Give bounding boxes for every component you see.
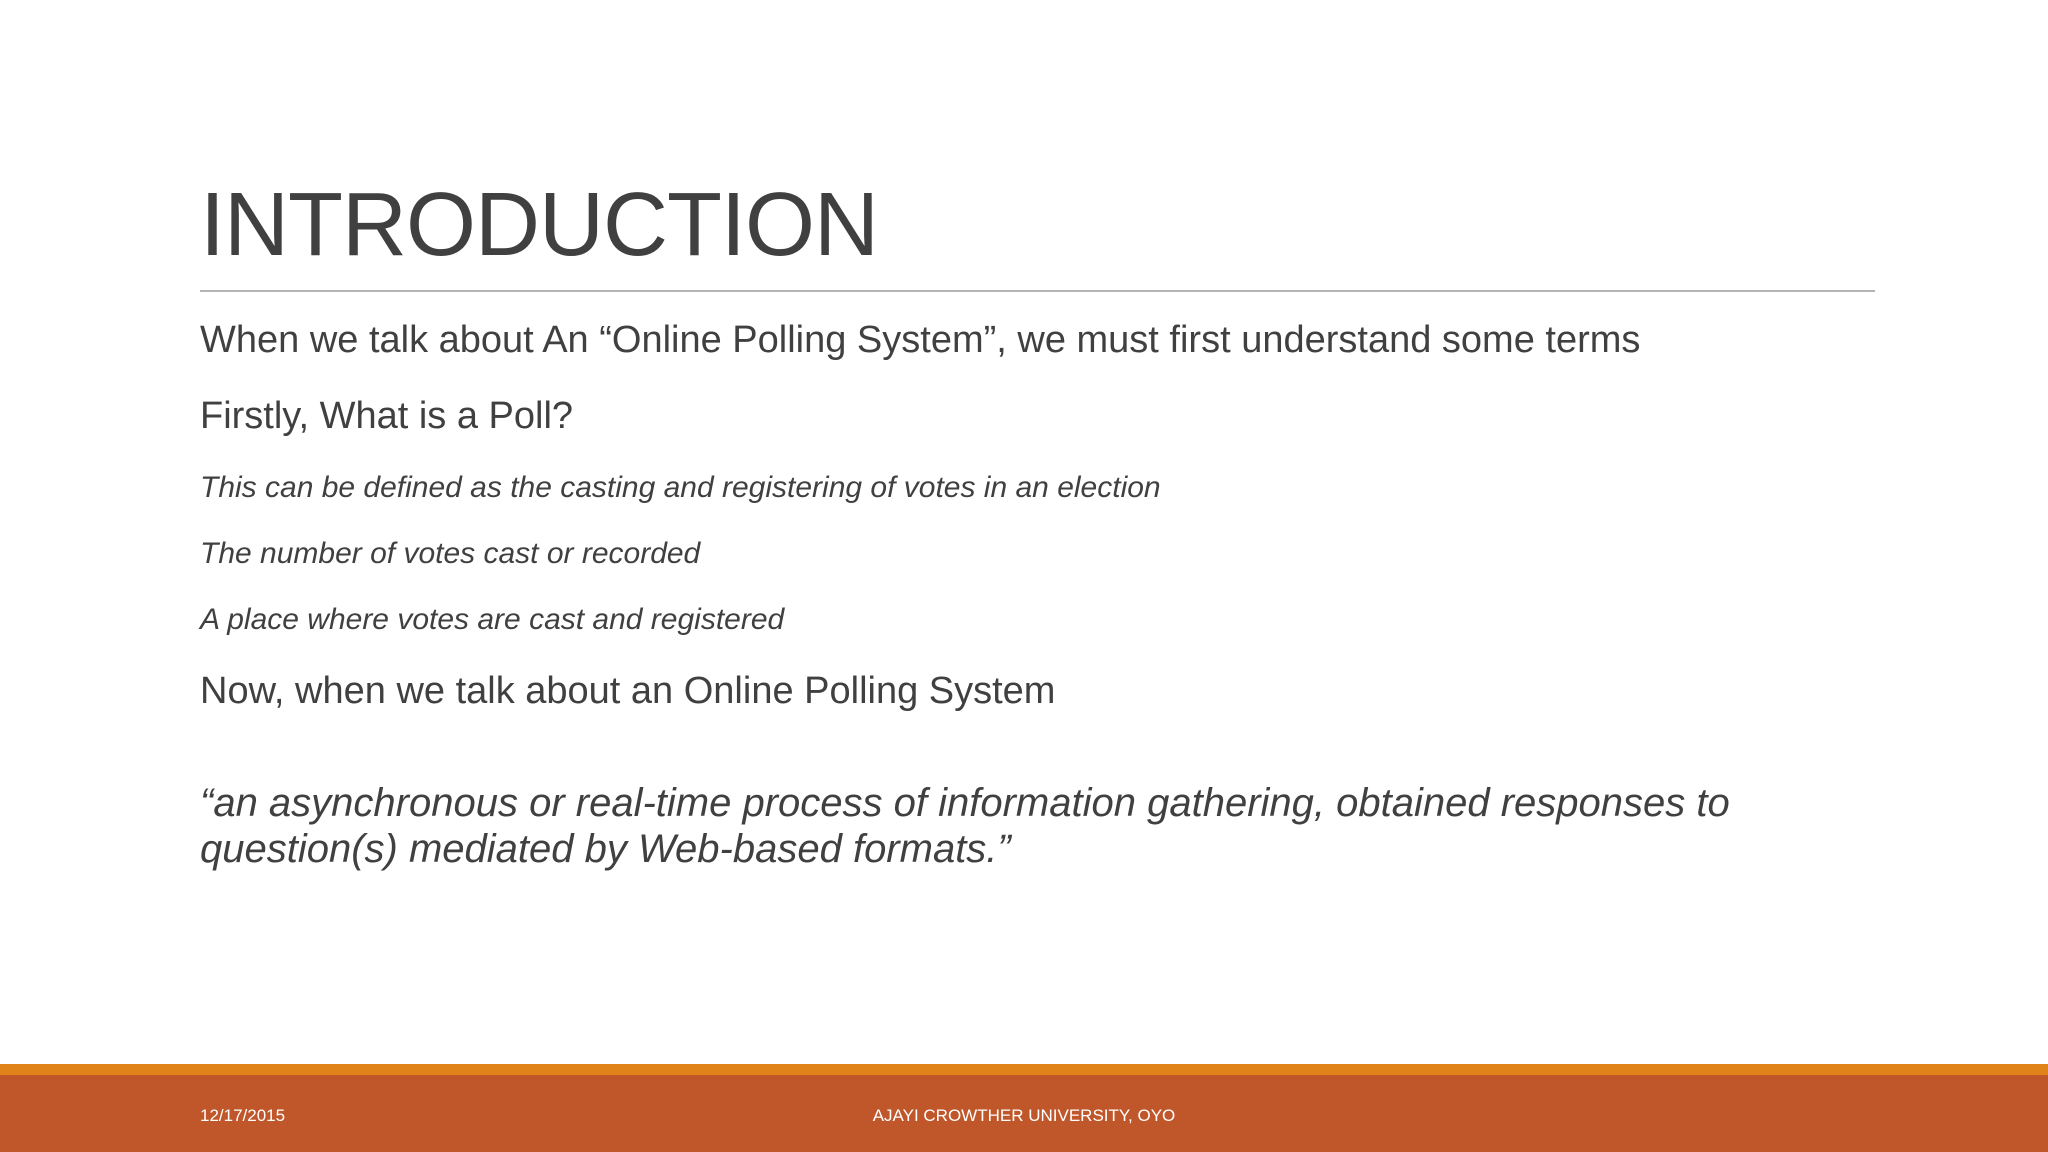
definition-item: A place where votes are cast and registered xyxy=(200,603,785,636)
definition-item: This can be defined as the casting and registering of votes in an election xyxy=(200,471,1161,504)
definition-quote xyxy=(200,780,1875,872)
quote-line: “an asynchronous or real-time process of information gathering, obtained responses to xyxy=(200,781,1730,825)
paragraph-question: Firstly, What is a Poll? xyxy=(200,395,574,437)
title-divider xyxy=(200,290,1875,292)
quote-line: question(s) mediated by Web-based formats.” xyxy=(200,827,1011,871)
footer-date: 12/17/2015 xyxy=(200,1106,286,1125)
slide-title: INTRODUCTION xyxy=(200,175,878,275)
footer-accent-stripe xyxy=(0,1064,2048,1075)
paragraph-online-polling: Now, when we talk about an Online Polling System xyxy=(200,670,1056,712)
paragraph-intro: When we talk about An “Online Polling System”, we must first understand some terms xyxy=(200,319,1641,361)
footer-institution: AJAYI CROWTHER UNIVERSITY, OYO xyxy=(872,1106,1176,1125)
definition-item: The number of votes cast or recorded xyxy=(200,537,701,570)
